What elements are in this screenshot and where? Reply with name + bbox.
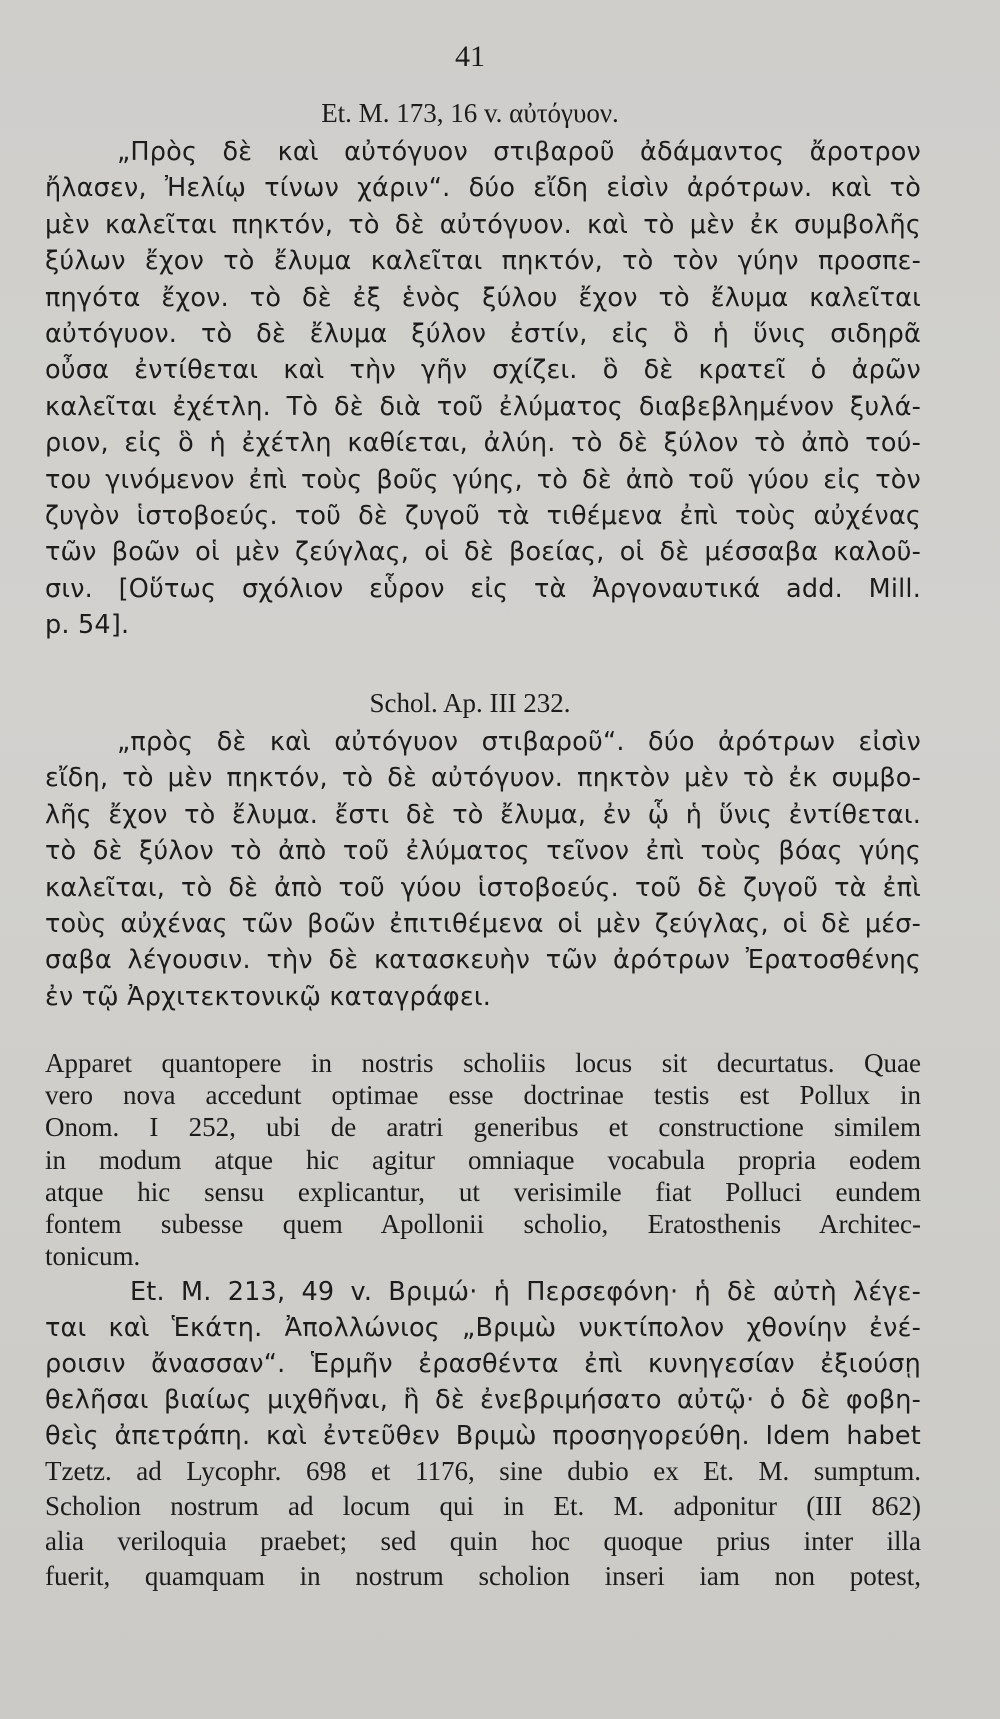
text-line: σαβα λέγουσιν. τὴν δὲ κατασκευὴν τῶν ἀρότρων Ἐρατοσθένης (45, 945, 921, 976)
text-line: ἐν τῷ Ἀρχιτεκτονικῷ καταγράφει. (45, 981, 492, 1012)
text-line: vero nova accedunt optimae esse doctrinae testis est Pollux in (45, 1080, 921, 1111)
text-line: in modum atque hic agitur omniaque vocabula propria eodem (45, 1144, 921, 1175)
text-line: καλεῖται, τὸ δὲ ἀπὸ τοῦ γύου ἱστοβοεύς. τοῦ δὲ ζυγοῦ τὰ ἐπὶ (45, 872, 921, 903)
text-line: λῆς ἔχον τὸ ἔλυμα. ἔστι δὲ τὸ ἔλυμα, ἐν ᾧ ἡ ὕνις ἐντίθεται. (45, 799, 921, 830)
text-line: τῶν βοῶν οἱ μὲν ζεύγλας, οἱ δὲ βοείας, οἱ δὲ μέσσαβα καλοῦ- (45, 537, 921, 568)
text-line: τοὺς αὐχένας τῶν βοῶν ἐπιτιθέμενα οἱ μὲν ζεύγλας, οἱ δὲ μέσ- (45, 909, 921, 940)
text-line: οὖσα ἐντίθεται καὶ τὴν γῆν σχίζει. ὃ δὲ κρατεῖ ὁ ἀρῶν (45, 355, 921, 386)
section1-heading: Et. M. 173, 16 v. αὐτόγυον. (321, 98, 619, 128)
section2-text (45, 724, 921, 1015)
text-line: Tzetz. ad Lycophr. 698 et 1176, sine dubio ex Et. M. sumptum. (45, 1456, 921, 1486)
text-line: alia veriloquia praebet; sed quin hoc quoque prius inter illa (45, 1526, 921, 1556)
text-line: Onom. I 252, ubi de aratri generibus et constructione similem (45, 1112, 921, 1143)
text-line: του γινόμενον ἐπὶ τοὺς βοῦς γύης, τὸ δὲ ἀπὸ τοῦ γύου εἰς τὸν (45, 464, 921, 495)
text-line: ξύλων ἔχον τὸ ἔλυμα καλεῖται πηκτόν, τὸ τὸν γύην προσπε- (45, 246, 921, 277)
text-line: ἤλασεν, Ἠελίῳ τίνων χάριν“. δύο εἴδη εἰσὶν ἀρότρων. καὶ τὸ (45, 173, 921, 204)
text-line: ται καὶ Ἑκάτη. Ἀπολλώνιος „Βριμὼ νυκτίπολον χθονίην ἐνέ- (45, 1313, 921, 1343)
page-number: 41 (455, 40, 485, 73)
text-line: τὸ δὲ ξύλον τὸ ἀπὸ τοῦ ἐλύματος τεῖνον ἐπὶ τοὺς βόας γύης (45, 836, 921, 867)
section3-text (45, 1274, 921, 1594)
section1-text (45, 134, 921, 644)
text-line: ζυγὸν ἱστοβοεύς. τοῦ δὲ ζυγοῦ τὰ τιθέμενα ἐπὶ τοὺς αὐχένας (45, 501, 921, 532)
text-line: εἴδη, τὸ μὲν πηκτόν, τὸ δὲ αὐτόγυον. πηκτὸν μὲν τὸ ἐκ συμβο- (45, 763, 921, 794)
text-line: μὲν καλεῖται πηκτόν, τὸ δὲ αὐτόγυον. καὶ τὸ μὲν ἐκ συμβολῆς (45, 209, 921, 240)
text-line: πηγότα ἔχον. τὸ δὲ ἐξ ἑνὸς ξύλου ἔχον τὸ ἔλυμα καλεῖται (45, 282, 921, 313)
text-line: p. 54]. (45, 610, 130, 641)
text-line: tonicum. (45, 1241, 141, 1272)
text-line: Scholion nostrum ad locum qui in Et. M. adponitur (III 862) (45, 1491, 921, 1521)
text-line: καλεῖται ἐχέτλη. Τὸ δὲ διὰ τοῦ ἐλύματος διαβεβλημένον ξυλά- (45, 391, 921, 422)
text-line: atque hic sensu explicantur, ut verisimile fiat Polluci eundem (45, 1176, 921, 1207)
text-line: θελῆσαι βιαίως μιχθῆναι, ἣ δὲ ἐνεβριμήσατο αὐτῷ· ὁ δὲ φοβη- (45, 1385, 921, 1415)
text-line: σιν. [Οὕτως σχόλιον εὗρον εἰς τὰ Ἀργοναυτικά add. Mill. (45, 573, 921, 604)
section2-heading: Schol. Ap. III 232. (369, 688, 571, 718)
text-line: Et. M. 213, 49 v. Βριμώ· ἡ Περσεφόνη· ἡ δὲ αὐτὴ λέγε- (130, 1277, 921, 1307)
text-line: θεὶς ἀπετράπη. καὶ ἐντεῦθεν Βριμὼ προσηγορεύθη. Idem habet (45, 1421, 921, 1451)
text-line: „Πρὸς δὲ καὶ αὐτόγυον στιβαροῦ ἀδάμαντος ἄροτρον (117, 137, 921, 167)
text-line: „πρὸς δὲ καὶ αὐτόγυον στιβαροῦ“. δύο ἀρότρων εἰσὶν (117, 727, 921, 757)
text-line: ροισιν ἄνασσαν“. Ἑρμῆν ἐρασθέντα ἐπὶ κυνηγεσίαν ἐξιούσῃ (45, 1349, 921, 1379)
commentary1-text (45, 1047, 921, 1272)
text-line: fuerit, quamquam in nostrum scholion inseri iam non potest, (45, 1561, 921, 1591)
text-line: αὐτόγυον. τὸ δὲ ἔλυμα ξύλον ἐστίν, εἰς ὃ ἡ ὕνις σιδηρᾶ (45, 319, 921, 350)
text-line: fontem subesse quem Apollonii scholio, Eratosthenis Architec- (45, 1209, 921, 1240)
text-line: ριον, εἰς ὃ ἡ ἐχέτλη καθίεται, ἀλύη. τὸ δὲ ξύλον τὸ ἀπὸ τού- (45, 428, 921, 459)
text-line: Apparet quantopere in nostris scholiis locus sit decurtatus. Quae (45, 1048, 921, 1078)
